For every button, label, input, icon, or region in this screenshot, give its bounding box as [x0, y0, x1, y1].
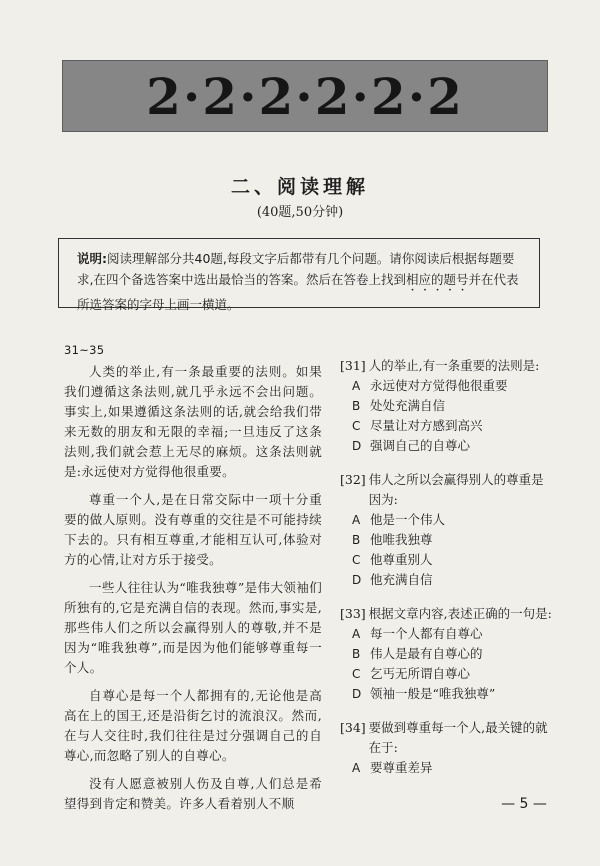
question-range: 31~35 [64, 343, 105, 357]
passage-paragraph: 人类的举止,有一条最重要的法则。如果我们遵循这条法则,就几乎永远不会出问题。事实上,如果遵循这条法则的话,就会给我们带来无数的朋友和无限的幸福;一旦违反了这条法则,我们就会惹上无尽的麻烦。这条法则就是:永远使对方觉得他很重要。 [64, 364, 322, 479]
passage-paragraph: 一些人往往认为“唯我独尊”是伟大领袖们所独有的,它是充满自信的表现。然而,事实是,那些伟人们之所以会赢得别人的尊敬,并不是因为“唯我独尊”,而是因为他们能够尊重每一个人。 [64, 580, 322, 675]
question-stem: 人的举止,有一条重要的法则是: [368, 358, 540, 373]
option-text: 他尊重别人 [370, 552, 433, 567]
answer-option [340, 664, 556, 684]
question-stem: 伟人之所以会赢得别人的尊重是因为: [368, 472, 544, 507]
answer-option [340, 530, 556, 550]
option-letter: A [352, 379, 361, 393]
option-letter: B [352, 399, 361, 413]
option-letter: C [352, 667, 361, 681]
option-text: 他唯我独尊 [370, 532, 433, 547]
option-text: 每一个人都有自尊心 [370, 626, 483, 641]
option-text: 永远使对方觉得他很重要 [370, 378, 508, 393]
option-text: 处处充满自信 [370, 398, 446, 413]
questions-column [340, 356, 556, 792]
question-33 [340, 604, 556, 704]
answer-option [340, 396, 556, 416]
question-stem: 根据文章内容,表述正确的一句是: [368, 606, 552, 621]
answer-option [340, 416, 556, 436]
question-number: [32] [340, 472, 366, 487]
answer-option [340, 644, 556, 664]
question-31 [340, 356, 556, 456]
answer-option [340, 570, 556, 590]
option-text: 要尊重差异 [370, 760, 433, 775]
question-stem: 要做到尊重每一个人,最关键的就在于: [368, 720, 548, 755]
answer-option [340, 624, 556, 644]
section-title: 二、阅读理解 [230, 176, 369, 198]
option-text: 乞丐无所谓自尊心 [370, 666, 471, 681]
page-number: — 5 — [501, 796, 547, 812]
option-text: 强调自己的自尊心 [370, 438, 471, 453]
answer-option [340, 684, 556, 704]
answer-option [340, 758, 556, 778]
section-subtitle: (40题,50分钟) [256, 205, 344, 220]
instructions-emphasis: 相应的题号 [405, 272, 469, 287]
question-34 [340, 718, 556, 778]
answer-option [340, 376, 556, 396]
option-letter: B [352, 647, 361, 661]
option-text: 尽量让对方感到高兴 [370, 418, 483, 433]
question-number: [31] [340, 358, 366, 373]
instructions-label: 说明: [77, 251, 107, 266]
chapter-banner [62, 60, 548, 132]
instructions-text-after: 并在代表所选答案的字母上画一横道。 [77, 272, 519, 312]
option-letter: A [352, 761, 361, 775]
option-letter: B [352, 533, 361, 547]
chapter-banner-text: 2·2·2·2·2·2 [146, 66, 464, 126]
option-letter: D [352, 687, 362, 701]
answer-option [340, 510, 556, 530]
option-letter: D [352, 573, 362, 587]
question-number: [33] [340, 606, 366, 621]
instructions-box [58, 238, 540, 312]
option-letter: C [352, 553, 361, 567]
option-letter: A [352, 627, 361, 641]
passage-paragraph: 没有人愿意被别人伤及自尊,人们总是希望得到肯定和赞美。许多人看着别人不顺 [64, 776, 322, 811]
option-text: 伟人是最有自尊心的 [370, 646, 483, 661]
question-32 [340, 470, 556, 590]
question-number: [34] [340, 720, 366, 735]
option-text: 他是一个伟人 [370, 512, 446, 527]
passage-paragraph: 尊重一个人,是在日常交际中一项十分重要的做人原则。没有尊重的交往是不可能持续下去的。只有相互尊重,才能相互认可,体验对方的心情,让对方乐于接受。 [64, 492, 322, 567]
answer-option [340, 550, 556, 570]
passage-paragraph: 自尊心是每一个人都拥有的,无论他是高高在上的国王,还是沿街乞讨的流浪汉。然而,在与人交往时,我们往往是过分强调自己的自尊心,而忽略了别人的自尊心。 [64, 688, 322, 763]
instructions-text-before: 阅读理解部分共40题,每段文字后都带有几个问题。请你阅读后根据每题要求,在四个备选答案中选出最恰当的答案。然后在答卷上找到 [77, 251, 515, 287]
reading-passage [64, 340, 322, 822]
answer-option [340, 436, 556, 456]
option-letter: D [352, 439, 362, 453]
option-letter: A [352, 513, 361, 527]
option-text: 领袖一般是“唯我独尊” [370, 686, 496, 701]
option-text: 他充满自信 [370, 572, 433, 587]
option-letter: C [352, 419, 361, 433]
